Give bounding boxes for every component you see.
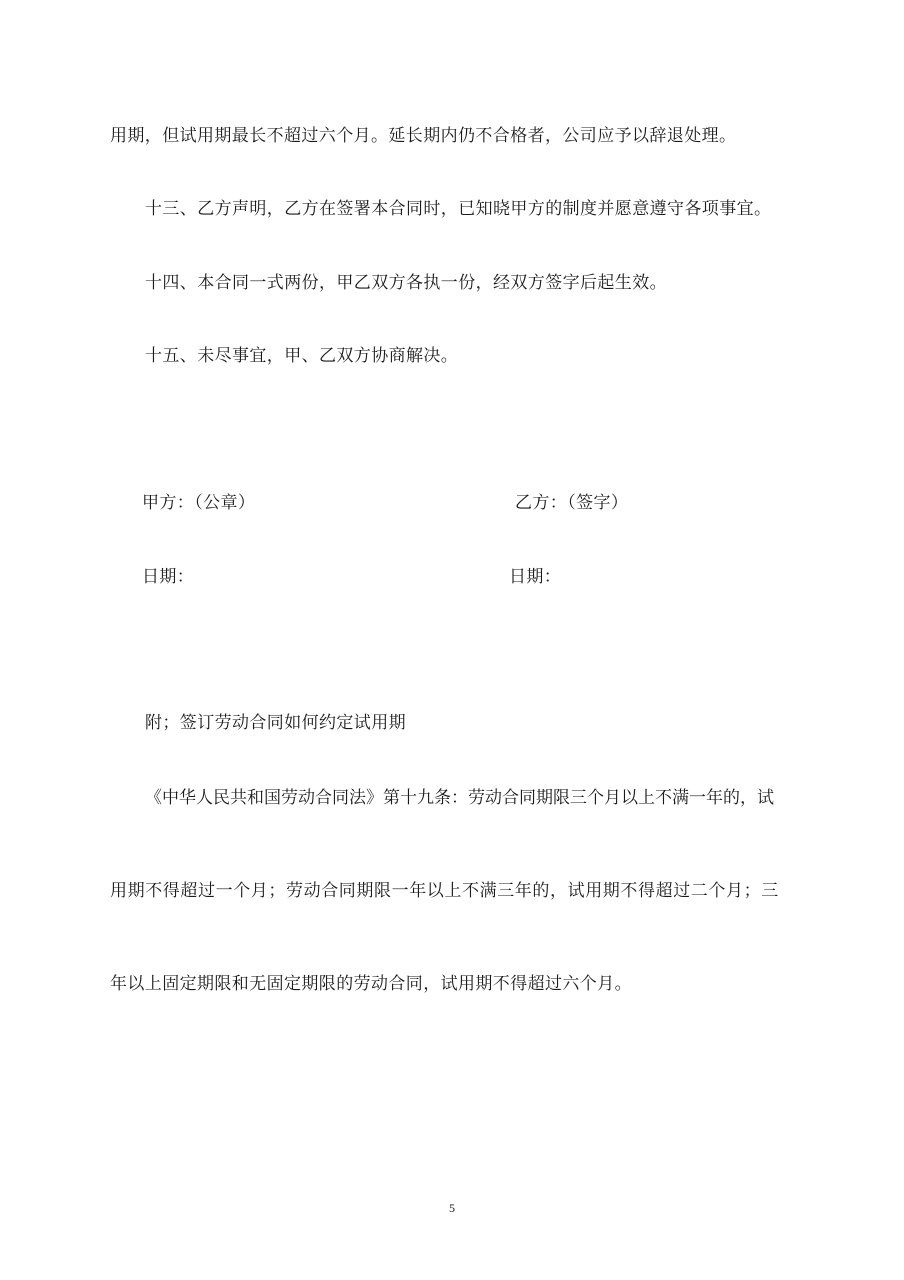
party-a-seal-label: 甲方：（公章）	[142, 493, 256, 513]
party-b-date-label: 日期：	[509, 567, 562, 587]
appendix-line-3: 年以上固定期限和无固定期限的劳动合同，试用期不得超过六个月。	[110, 974, 632, 994]
appendix-line-2: 用期不得超过一个月；劳动合同期限一年以上不满三年的，试用期不得超过二个月；三	[110, 881, 779, 901]
appendix-line-1: 《中华人民共和国劳动合同法》第十九条：劳动合同期限三个月以上不满一年的，试	[145, 788, 774, 808]
clause-13: 十三、乙方声明，乙方在签署本合同时，已知晓甲方的制度并愿意遵守各项事宜。	[145, 199, 772, 219]
appendix-title: 附；签订劳动合同如何约定试用期	[145, 713, 406, 733]
clause-15: 十五、未尽事宜，甲、乙双方协商解决。	[145, 346, 459, 366]
party-a-date-label: 日期：	[142, 567, 195, 587]
clause-14: 十四、本合同一式两份，甲乙双方各执一份，经双方签字后起生效。	[145, 273, 667, 293]
paragraph-continuation: 用期，但试用期最长不超过六个月。延长期内仍不合格者，公司应予以辞退处理。	[110, 126, 737, 146]
party-b-signature-label: 乙方：（签字）	[515, 493, 629, 513]
page-number: 5	[449, 1201, 455, 1215]
